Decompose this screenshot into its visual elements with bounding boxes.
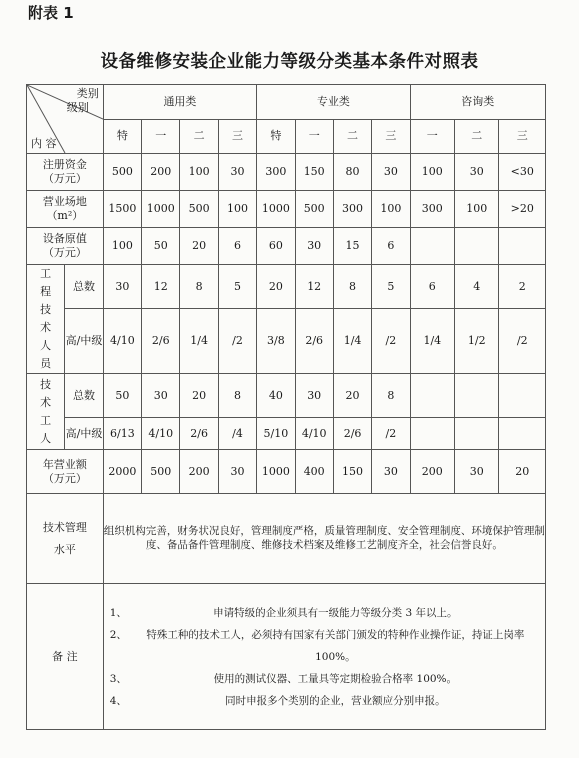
value-cell: /4: [218, 418, 256, 450]
value-cell: 100: [410, 154, 454, 191]
value-cell: 2000: [103, 450, 141, 494]
value-cell: [410, 374, 454, 418]
value-cell: 2/6: [180, 418, 218, 450]
value-cell: 30: [218, 154, 256, 191]
value-cell: [455, 228, 499, 265]
value-cell: [455, 374, 499, 418]
value-cell: [455, 418, 499, 450]
table-row: [27, 191, 546, 228]
corner-content-label: 内 容: [31, 137, 57, 151]
corner-cell: [27, 85, 104, 154]
note-number: 3、: [109, 672, 127, 685]
comparison-table: [26, 84, 546, 730]
value-cell: /2: [218, 309, 256, 374]
note-text: 使用的测试仪器、工量具等定期检验合格率 100%。: [213, 672, 458, 685]
note-item: [104, 668, 545, 690]
value-cell: 6: [218, 228, 256, 265]
note-item: [104, 690, 545, 712]
row-label: [27, 154, 104, 191]
value-cell: [410, 228, 454, 265]
value-cell: 1/4: [410, 309, 454, 374]
grade-cell: 特: [257, 119, 295, 154]
value-cell: /2: [372, 309, 410, 374]
value-cell: 12: [142, 265, 180, 309]
value-cell: 1500: [103, 191, 141, 228]
value-cell: 500: [103, 154, 141, 191]
row-label: [27, 450, 104, 494]
header-professional: 专业类: [257, 85, 410, 120]
value-cell: 1/4: [180, 309, 218, 374]
value-cell: 300: [333, 191, 371, 228]
value-cell: 200: [142, 154, 180, 191]
value-cell: 30: [103, 265, 141, 309]
value-cell: 4: [455, 265, 499, 309]
note-number: 2、: [109, 628, 127, 641]
row-label-line1: 年营业额: [42, 457, 87, 471]
value-cell: 20: [257, 265, 295, 309]
sub-label: 总数: [65, 374, 103, 418]
value-cell: 30: [295, 228, 333, 265]
value-cell: 6: [410, 265, 454, 309]
value-cell: 100: [103, 228, 141, 265]
table-row: [27, 309, 546, 374]
management-text: 组织机构完善，财务状况良好，管理制度严格，质量管理制度、安全管理制度、环境保护管理制度、备品备件管理制度、维修技术档案及维修工艺制度齐全，社会信誉良好。: [103, 494, 545, 584]
group-char: 术: [40, 395, 52, 409]
grade-cell: 二: [333, 119, 371, 154]
value-cell: 40: [257, 374, 295, 418]
value-cell: 200: [410, 450, 454, 494]
row-label: [27, 228, 104, 265]
note-number: 4、: [109, 694, 127, 707]
value-cell: 500: [142, 450, 180, 494]
group-char: 术: [40, 321, 52, 334]
group-char: 员: [40, 357, 52, 370]
row-label-line1: 设备原值: [42, 232, 87, 246]
value-cell: 3/8: [257, 309, 295, 374]
value-cell: 15: [333, 228, 371, 265]
value-cell: 100: [372, 191, 410, 228]
grade-cell: 二: [455, 119, 499, 154]
row-label-line1: 营业场地: [42, 195, 87, 209]
value-cell: 1000: [142, 191, 180, 228]
value-cell: 200: [180, 450, 218, 494]
value-cell: 400: [295, 450, 333, 494]
value-cell: 30: [295, 374, 333, 418]
grade-cell: 三: [499, 119, 546, 154]
page-title: 设备维修安装企业能力等级分类基本条件对照表: [100, 52, 479, 72]
value-cell: 500: [295, 191, 333, 228]
row-label: [27, 494, 104, 584]
value-cell: 4/10: [142, 418, 180, 450]
value-cell: 30: [372, 450, 410, 494]
table-row: [27, 584, 546, 730]
group-char: 人: [40, 431, 52, 445]
row-label-line1: 注册资金: [42, 158, 87, 172]
value-cell: 30: [218, 450, 256, 494]
note-text: 申请特级的企业须具有一级能力等级分类 3 年以上。: [213, 606, 458, 619]
row-label: [27, 191, 104, 228]
table-row: [27, 154, 546, 191]
table-row: [27, 265, 546, 309]
row-label-line2: （万元）: [42, 172, 87, 185]
sub-label: 总数: [65, 265, 103, 309]
value-cell: 30: [455, 450, 499, 494]
note-text: 特殊工种的技术工人，必须持有国家有关部门颁发的特种作业操作证，持证上岗率 100%。: [146, 628, 525, 663]
value-cell: 100: [180, 154, 218, 191]
group-char: 技: [40, 377, 52, 391]
value-cell: 2: [499, 265, 546, 309]
value-cell: 8: [218, 374, 256, 418]
value-cell: [499, 418, 546, 450]
value-cell: 20: [180, 374, 218, 418]
sub-label: 高/中级: [65, 418, 103, 450]
value-cell: 4/10: [103, 309, 141, 374]
group-char: 人: [40, 339, 52, 352]
value-cell: 20: [180, 228, 218, 265]
group-label-technicians: [27, 374, 65, 450]
grade-cell: 三: [372, 119, 410, 154]
table-row: [27, 418, 546, 450]
value-cell: 4/10: [295, 418, 333, 450]
value-cell: 8: [180, 265, 218, 309]
value-cell: 2/6: [295, 309, 333, 374]
table-row: [27, 494, 546, 584]
header-general: 通用类: [103, 85, 256, 120]
value-cell: 1000: [257, 191, 295, 228]
value-cell: 1/2: [455, 309, 499, 374]
value-cell: 150: [333, 450, 371, 494]
value-cell: 50: [103, 374, 141, 418]
row-label-line1: 技术管理: [42, 520, 87, 534]
group-char: 程: [40, 285, 52, 298]
value-cell: 150: [295, 154, 333, 191]
corner-category-label: 类别: [76, 87, 99, 100]
grade-cell: 一: [410, 119, 454, 154]
appendix-label: 附表 1: [28, 4, 74, 22]
group-label-engineers: [27, 265, 65, 374]
value-cell: [499, 228, 546, 265]
corner-level-label: 级别: [66, 101, 89, 114]
row-label-line2: 水平: [53, 542, 76, 556]
value-cell: 30: [372, 154, 410, 191]
value-cell: 8: [333, 265, 371, 309]
row-label-line2: （万元）: [42, 246, 87, 259]
header-consulting: 咨询类: [410, 85, 545, 120]
value-cell: 300: [410, 191, 454, 228]
value-cell: 5/10: [257, 418, 295, 450]
value-cell: 80: [333, 154, 371, 191]
note-number: 1、: [109, 606, 127, 619]
notes-cell: [103, 584, 545, 730]
sub-label: 高/中级: [65, 309, 103, 374]
table-row: [27, 228, 546, 265]
row-label-line2: （万元）: [42, 471, 87, 485]
grade-cell: 特: [103, 119, 141, 154]
row-label-line2: （m²）: [46, 209, 84, 222]
value-cell: 1000: [257, 450, 295, 494]
group-char: 技: [40, 303, 52, 316]
value-cell: 50: [142, 228, 180, 265]
value-cell: 100: [455, 191, 499, 228]
value-cell: /2: [372, 418, 410, 450]
value-cell: 6: [372, 228, 410, 265]
value-cell: /2: [499, 309, 546, 374]
note-item: [104, 602, 545, 624]
value-cell: 60: [257, 228, 295, 265]
value-cell: 6/13: [103, 418, 141, 450]
value-cell: 300: [257, 154, 295, 191]
value-cell: >20: [499, 191, 546, 228]
table-row: [27, 450, 546, 494]
value-cell: 2/6: [142, 309, 180, 374]
value-cell: 5: [372, 265, 410, 309]
group-char: 工: [40, 413, 52, 427]
value-cell: 30: [455, 154, 499, 191]
grade-cell: 一: [142, 119, 180, 154]
grade-cell: 二: [180, 119, 218, 154]
value-cell: 500: [180, 191, 218, 228]
value-cell: 2/6: [333, 418, 371, 450]
note-text: 同时申报多个类别的企业，营业额应分别申报。: [225, 694, 446, 707]
value-cell: 30: [142, 374, 180, 418]
grade-cell: 一: [295, 119, 333, 154]
value-cell: 8: [372, 374, 410, 418]
value-cell: <30: [499, 154, 546, 191]
notes-label: 备 注: [27, 584, 104, 730]
group-char: 工: [40, 267, 52, 280]
value-cell: 20: [333, 374, 371, 418]
value-cell: [499, 374, 546, 418]
value-cell: 20: [499, 450, 546, 494]
table-row: [27, 374, 546, 418]
note-item: [104, 624, 545, 668]
value-cell: 1/4: [333, 309, 371, 374]
value-cell: 100: [218, 191, 256, 228]
grade-cell: 三: [218, 119, 256, 154]
value-cell: 12: [295, 265, 333, 309]
value-cell: [410, 418, 454, 450]
value-cell: 5: [218, 265, 256, 309]
